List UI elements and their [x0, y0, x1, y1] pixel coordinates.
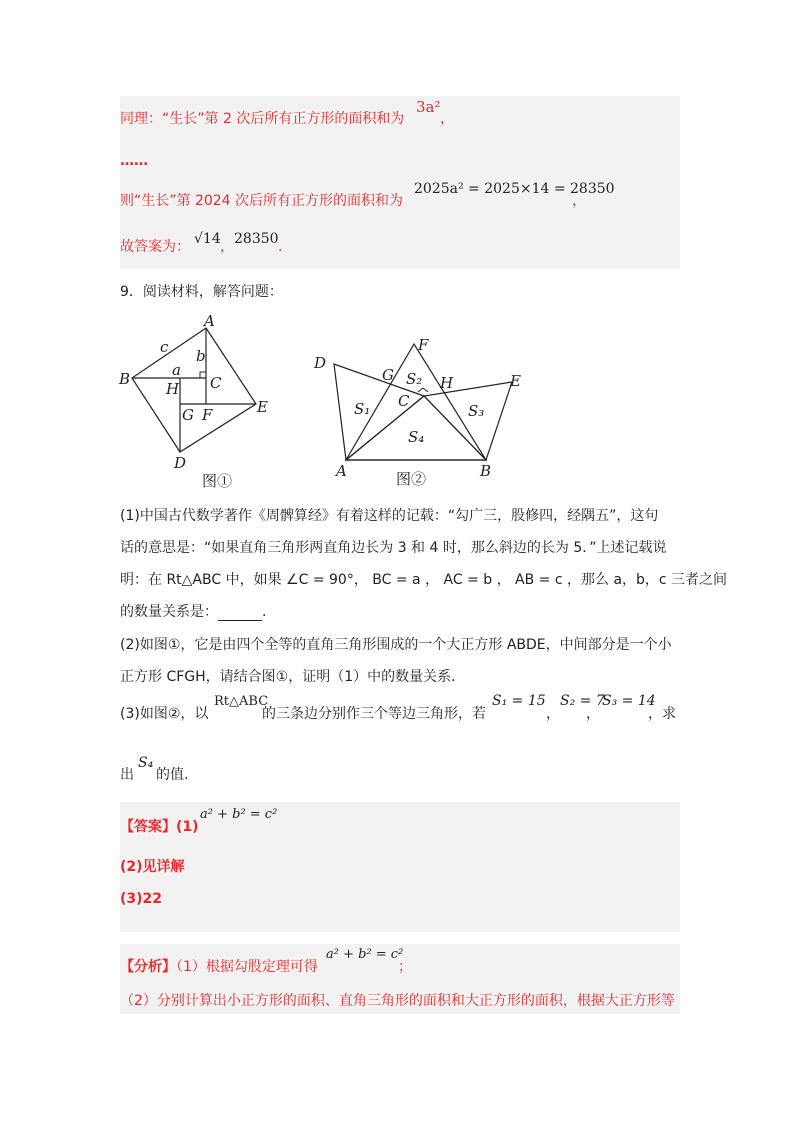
figure-2 [310, 330, 540, 490]
answer-1-math: a² + b² = c² [200, 807, 278, 822]
q-part3-b: 的三条边分别作三个等边三角形，若 [262, 706, 486, 722]
q-part1-line4: 的数量关系是： . [120, 604, 267, 620]
q-part3-end: ，求 [648, 706, 676, 722]
q-part3-sep2: ， [586, 706, 600, 722]
q-part3-s4: S₄ [138, 755, 154, 771]
fig2-label-S1: S₁ [354, 400, 371, 418]
solution-line-3-math: 2025a² = 2025×14 = 28350 [414, 181, 615, 197]
q-part3-a: (3)如图②，以 [120, 706, 209, 722]
solution-line-1: 同理：“生长”第 2 次后所有正方形的面积和为 [120, 111, 405, 127]
fig1-label-G: G [182, 406, 194, 424]
q-part1-line3: 明：在 Rt△ABC 中，如果 ∠C = 90°， BC = a ， AC = b ， AB = c ，那么 a，b，c 三者之间 [120, 572, 728, 588]
answer-label: 【答案】(1) [120, 819, 199, 835]
q-part3-s2: S₂ = 7 [560, 693, 605, 709]
solution-line-1-end: ， [440, 111, 454, 127]
fig2-label-S2: S₂ [406, 370, 423, 388]
fig1-right-angle [200, 372, 206, 378]
q-part3-s1: S₁ = 15 [492, 693, 546, 709]
fig1-label-b: b [196, 347, 206, 365]
fig2-label-S3: S₃ [468, 402, 485, 420]
fig1-label-C: C [210, 374, 222, 392]
fig1-label-B: B [119, 370, 131, 388]
fig1-label-H: H [166, 380, 180, 398]
fig2-right-angle [418, 388, 428, 392]
analysis-line-2: （2）分别计算出小正方形的面积、直角三角形的面积和大正方形的面积，根据大正方形等 [120, 993, 675, 1009]
solution-answer-sep: ， [220, 239, 234, 255]
fig2-label-D: D [314, 354, 327, 372]
question-title: 9．阅读材料，解答问题： [120, 284, 283, 300]
solution-answer-value: 28350 [234, 231, 279, 247]
fig1-label-D: D [174, 454, 187, 472]
q-part2-line2: 正方形 CFGH，请结合图①，证明（1）中的数量关系． [120, 669, 466, 685]
analysis-box [120, 944, 680, 1014]
fig1-label-a: a [172, 361, 181, 379]
fig2-caption: 图② [396, 470, 427, 488]
fig2-label-G: G [382, 366, 394, 384]
solution-answer-sqrt: √14 [194, 231, 221, 247]
fig1-big-square [132, 328, 256, 452]
analysis-line-1-end: ； [398, 959, 412, 975]
analysis-line-1-math: a² + b² = c² [326, 947, 404, 962]
solution-line-1-math: 3a² [416, 98, 441, 116]
fig1-label-E: E [257, 398, 268, 416]
answer-2: (2)见详解 [120, 859, 185, 875]
answer-box [120, 802, 680, 932]
q-part1-line2: 话的意思是：“如果直角三角形两直角边长为 3 和 4 时，那么斜边的长为 5．”上述记载说 [120, 540, 667, 556]
fig2-label-A: A [336, 462, 347, 480]
solution-line-4: 故答案为： [120, 239, 190, 255]
fig2-triangle-S3 [424, 382, 512, 460]
solution-line-3-end: ， [572, 193, 586, 209]
q-part2-line1: (2)如图①，它是由四个全等的直角三角形围成的一个大正方形 ABDE，中间部分是一个小 [120, 637, 672, 653]
q-part3-c: 出 [120, 767, 134, 783]
solution-ellipsis: …… [120, 153, 148, 169]
q-part1-line1: (1)中国古代数学著作《周髀算经》有着这样的记载：“勾广三，股修四，经隅五”，这句 [120, 508, 659, 524]
fig1-label-c: c [160, 338, 169, 356]
q-part3-d: 的值. [156, 767, 189, 783]
analysis-line-1: 【分析】（1）根据勾股定理可得 [120, 959, 318, 975]
fig1-label-F: F [202, 406, 213, 424]
solution-answer-end: . [278, 239, 283, 255]
fig2-label-F: F [418, 336, 429, 354]
q-part3-sep1: ， [546, 706, 560, 722]
answer-blank [218, 606, 262, 621]
solution-line-3: 则“生长”第 2024 次后所有正方形的面积和为 [120, 193, 404, 209]
fig1-label-A: A [204, 312, 215, 330]
answer-3: (3)22 [120, 891, 163, 907]
q-part3-rt: Rt△ABC [214, 694, 269, 709]
fig1-caption: 图① [202, 472, 233, 490]
fig2-label-E: E [510, 372, 521, 390]
q-part3-s3: S₃ = 14 [602, 693, 656, 709]
fig2-label-B: B [480, 462, 492, 480]
fig2-label-S4: S₄ [408, 428, 425, 446]
solution-box-top [120, 96, 680, 269]
fig2-label-H: H [440, 374, 454, 392]
fig2-label-C: C [398, 392, 410, 410]
figure-1 [110, 312, 290, 492]
